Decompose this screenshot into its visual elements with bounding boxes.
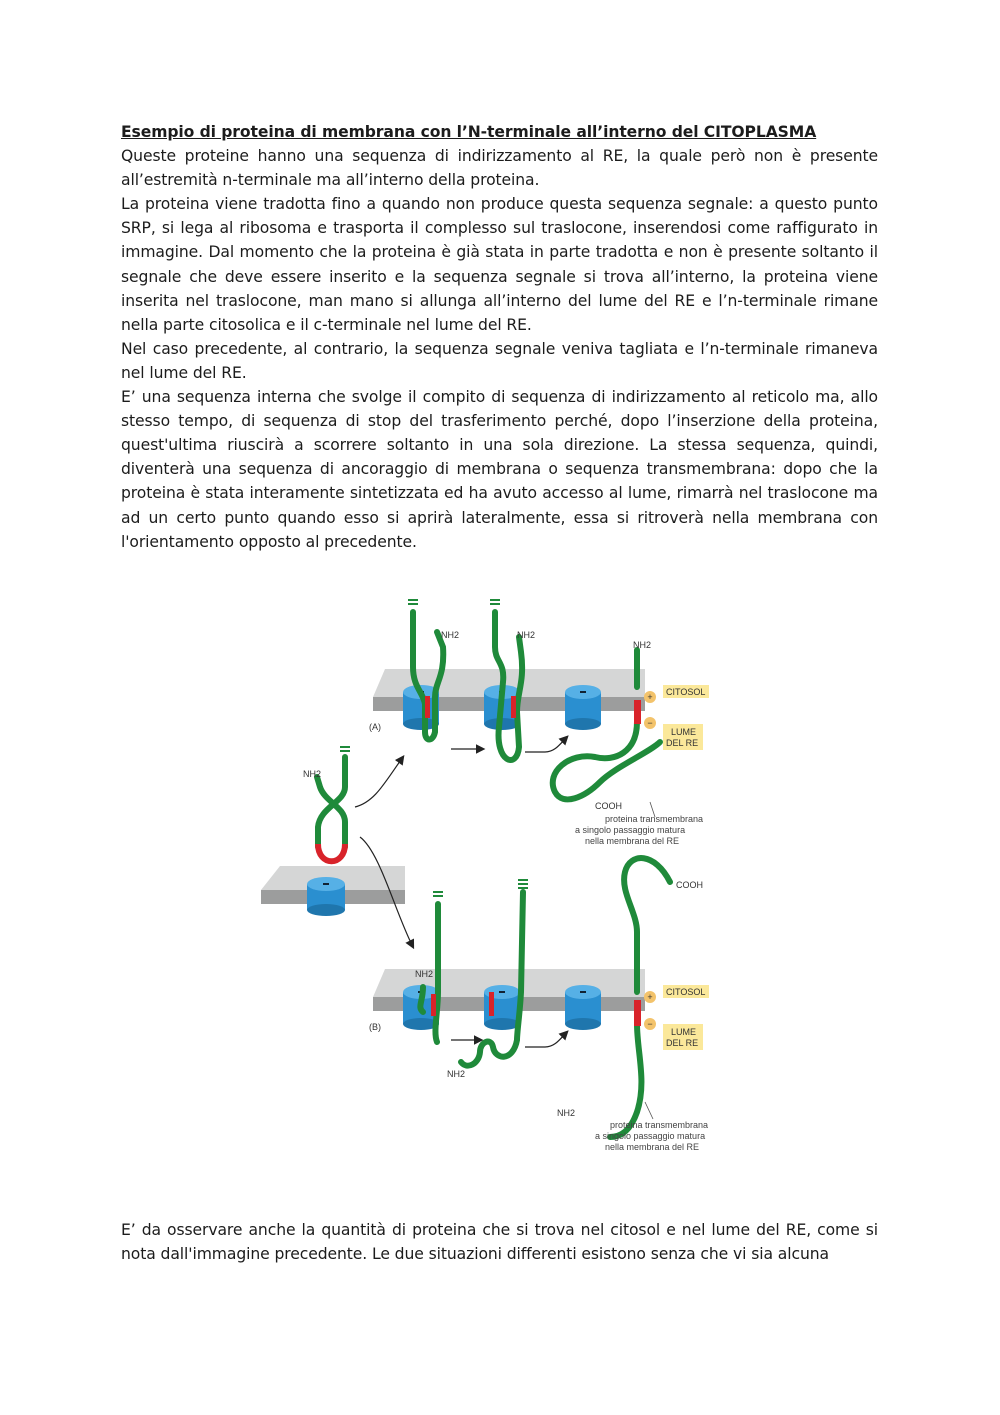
caption-pointer-b: [645, 1102, 653, 1119]
arrow-b2: [525, 1032, 567, 1047]
initial-protein-ends: [340, 747, 350, 751]
signal-sequence-b3: [634, 1000, 641, 1026]
caption-a-2: a singolo passaggio matura: [575, 825, 686, 835]
caption-b-3: nella membrana del RE: [605, 1142, 700, 1152]
caption-a-3: nella membrana del RE: [585, 836, 680, 846]
plus-sign-a: +: [647, 692, 653, 702]
lume-label-b-1: LUME: [671, 1027, 697, 1037]
nh2-label-a2: NH2: [517, 630, 536, 640]
paragraph-5: E’ da osservare anche la quantità di proteina che si trova nel citosol e nel lume del RE, come si nota dall'immagine precedente. Le due situazioni differenti esistono senza che vi sia alcuna: [121, 1221, 878, 1264]
protein-a1-ends: [408, 600, 418, 604]
panel-b: [369, 858, 709, 1152]
citosol-label-b: CITOSOL: [666, 987, 706, 997]
signal-sequence-b1: [431, 994, 436, 1016]
signal-sequence-a2: [511, 696, 516, 718]
protein-b2-ends: [518, 880, 528, 888]
panel-a-label: (A): [369, 722, 381, 732]
minus-sign-a: −: [647, 718, 653, 728]
caption-a-1: proteina transmembrana: [605, 814, 704, 824]
nh2-label-a1: NH2: [441, 630, 460, 640]
lume-label-a-2: DEL RE: [666, 738, 699, 748]
lume-label-a-1: LUME: [671, 727, 697, 737]
minus-sign-b: −: [647, 1019, 653, 1029]
protein-a2-ends: [490, 600, 500, 604]
arrow-a2: [525, 737, 567, 752]
caption-b-2: a singolo passaggio matura: [595, 1131, 706, 1141]
initial-translocon: [307, 877, 345, 916]
initial-protein: [317, 757, 345, 847]
paragraph-3: Nel caso precedente, al contrario, la sequenza segnale veniva tagliata e l’n-terminale rimaneva nel lume del RE.: [121, 339, 878, 382]
paragraph-2: La proteina viene tradotta fino a quando non produce questa sequenza segnale: a questo punto SRP, si lega al ribosoma e trasporta il complesso sul traslocone, inserendosi come raffigurato in immagine. Dal momento che la proteina è già stata in parte tradotta e non è presente soltanto il segnale che deve essere inserito e la sequenza segnale si trova all’interno, la proteina viene inserita nel traslocone, man mano si allunga all’interno del lume del RE e l’n-terminale rimane nella parte citosolica e il c-terminale nel lume del RE.: [121, 195, 878, 334]
paragraph-1: Queste proteine hanno una sequenza di indirizzamento al RE, la quale però non è presente all’estremità n-terminale ma all’interno della proteina.: [121, 147, 878, 190]
nh2-label-b3: NH2: [557, 1108, 576, 1118]
initial-state: [261, 747, 413, 947]
initial-signal-loop: [318, 844, 345, 861]
membrane-protein-figure: [255, 592, 725, 1157]
panel-a: [369, 600, 709, 846]
paragraph-4: E’ una sequenza interna che svolge il compito di sequenza di indirizzamento al reticolo ma, allo stesso tempo, di sequenza di stop del trasferimento perché, dopo l’inserzione della proteina, quest'ultima riuscirà a scorrere soltanto in una sola direzione. La stessa sequenza, quindi, diventerà una sequenza di ancoraggio di membrana o sequenza transmembrana: dopo che la proteina è stata interamente sintetizzata ed ha avuto accesso al lume, rimarrà nel traslocone ma ad un certo punto quando esso si aprirà lateralmente, essa si ritroverà nella membrana con l'orientamento opposto al precedente.: [121, 388, 878, 551]
cooh-label-a: COOH: [595, 801, 622, 811]
section-heading: Esempio di proteina di membrana con l’N-terminale all’interno del CITOPLASMA: [121, 123, 817, 141]
nh2-label-b1: NH2: [415, 969, 434, 979]
cooh-label-b: COOH: [676, 880, 703, 890]
nh2-label-a3: NH2: [633, 640, 652, 650]
signal-sequence-b2: [489, 992, 494, 1016]
protein-b1-ends: [433, 892, 443, 896]
translocon-b3: [565, 985, 601, 1030]
plus-sign-b: +: [647, 992, 653, 1002]
signal-sequence-a1: [425, 696, 430, 718]
panel-b-label: (B): [369, 1022, 381, 1032]
nh2-label-b2: NH2: [447, 1069, 466, 1079]
arrow-to-a: [355, 757, 403, 807]
body-text: [121, 120, 878, 554]
footer-text: [121, 1218, 878, 1266]
lume-label-b-2: DEL RE: [666, 1038, 699, 1048]
nh2-label-initial: NH2: [303, 769, 322, 779]
translocon-a3: [565, 685, 601, 730]
caption-b-1: proteina transmembrana: [610, 1120, 709, 1130]
citosol-label-a: CITOSOL: [666, 687, 706, 697]
signal-sequence-a3: [634, 700, 641, 724]
